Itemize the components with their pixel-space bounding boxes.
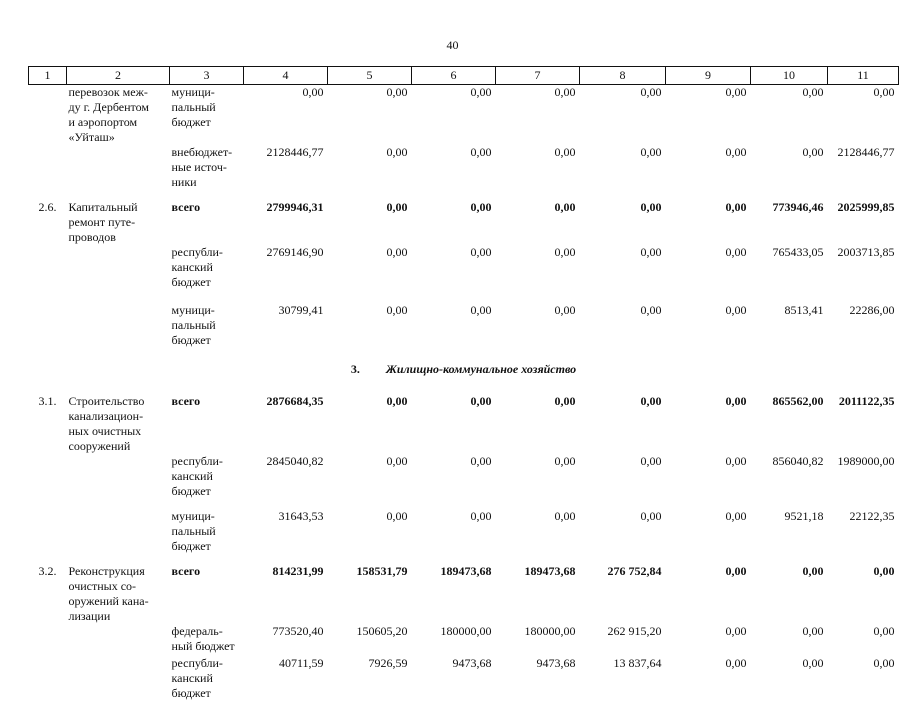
value-cell: 189473,68 [496, 564, 580, 624]
value-cell: 0,00 [412, 509, 496, 564]
table-row [29, 303, 899, 358]
value-cell: 814231,99 [244, 564, 328, 624]
item-name [67, 245, 170, 303]
value-cell: 9473,68 [496, 656, 580, 711]
value-cell: 2799946,31 [244, 200, 328, 245]
value-cell: 0,00 [496, 303, 580, 358]
value-cell: 0,00 [328, 200, 412, 245]
value-cell: 2128446,77 [244, 145, 328, 200]
value-cell: 2769146,90 [244, 245, 328, 303]
value-cell: 2128446,77 [828, 145, 899, 200]
section-number: 3. [351, 362, 360, 377]
value-cell: 0,00 [580, 145, 666, 200]
funding-source: всего [170, 564, 244, 624]
value-cell: 0,00 [828, 564, 899, 624]
value-cell: 0,00 [751, 624, 828, 656]
value-cell: 7926,59 [328, 656, 412, 711]
row-number [29, 454, 67, 509]
value-cell: 0,00 [496, 200, 580, 245]
value-cell: 0,00 [496, 245, 580, 303]
value-cell: 0,00 [580, 394, 666, 454]
value-cell: 0,00 [328, 509, 412, 564]
value-cell: 0,00 [580, 303, 666, 358]
table-row [29, 245, 899, 303]
value-cell: 0,00 [496, 454, 580, 509]
value-cell: 0,00 [751, 145, 828, 200]
value-cell: 13 837,64 [580, 656, 666, 711]
item-name [67, 145, 170, 200]
row-number: 3.1. [29, 394, 67, 454]
funding-source: муници- пальный бюджет [170, 509, 244, 564]
value-cell: 0,00 [666, 145, 751, 200]
value-cell: 0,00 [828, 624, 899, 656]
value-cell: 765433,05 [751, 245, 828, 303]
column-header: 4 [244, 67, 328, 85]
column-number-header-row [29, 67, 899, 85]
funding-source: республи- канский бюджет [170, 245, 244, 303]
value-cell: 2845040,82 [244, 454, 328, 509]
item-name [67, 624, 170, 656]
value-cell: 0,00 [666, 303, 751, 358]
value-cell: 0,00 [580, 85, 666, 146]
row-number: 3.2. [29, 564, 67, 624]
value-cell: 0,00 [412, 245, 496, 303]
funding-source: всего [170, 200, 244, 245]
value-cell: 856040,82 [751, 454, 828, 509]
value-cell: 0,00 [244, 85, 328, 146]
row-number: 2.6. [29, 200, 67, 245]
value-cell: 150605,20 [328, 624, 412, 656]
funding-source: республи- канский бюджет [170, 454, 244, 509]
value-cell: 0,00 [828, 85, 899, 146]
value-cell: 189473,68 [412, 564, 496, 624]
value-cell: 22122,35 [828, 509, 899, 564]
section-header-row [29, 358, 899, 394]
value-cell: 158531,79 [328, 564, 412, 624]
item-name [67, 509, 170, 564]
column-header: 3 [170, 67, 244, 85]
table-row [29, 656, 899, 711]
value-cell: 0,00 [751, 564, 828, 624]
item-name: перевозок меж- ду г. Дербентом и аэропортом «Уйташ» [67, 85, 170, 146]
item-name: Реконструкция очистных со- оружений кана- лизации [67, 564, 170, 624]
table-row [29, 564, 899, 624]
value-cell: 0,00 [412, 85, 496, 146]
value-cell: 8513,41 [751, 303, 828, 358]
item-name [67, 656, 170, 711]
value-cell: 0,00 [496, 394, 580, 454]
funding-source: муници- пальный бюджет [170, 85, 244, 146]
table-row [29, 624, 899, 656]
value-cell: 0,00 [328, 454, 412, 509]
item-name [67, 303, 170, 358]
value-cell: 0,00 [496, 85, 580, 146]
value-cell: 0,00 [751, 85, 828, 146]
value-cell: 0,00 [666, 454, 751, 509]
value-cell: 262 915,20 [580, 624, 666, 656]
column-header: 9 [666, 67, 751, 85]
item-name [67, 454, 170, 509]
table-body [29, 85, 899, 711]
funding-source: республи- канский бюджет [170, 656, 244, 711]
value-cell: 0,00 [666, 509, 751, 564]
value-cell: 773520,40 [244, 624, 328, 656]
item-name: Строительство канализацион- ных очистных сооружений [67, 394, 170, 454]
column-header: 11 [828, 67, 899, 85]
table-row [29, 394, 899, 454]
column-header: 2 [67, 67, 170, 85]
funding-source: внебюджет- ные источ- ники [170, 145, 244, 200]
value-cell: 22286,00 [828, 303, 899, 358]
value-cell: 773946,46 [751, 200, 828, 245]
section-title: Жилищно-коммунальное хозяйство [386, 362, 576, 376]
value-cell: 0,00 [751, 656, 828, 711]
value-cell: 0,00 [666, 245, 751, 303]
value-cell: 0,00 [580, 509, 666, 564]
value-cell: 9473,68 [412, 656, 496, 711]
budget-table [28, 66, 899, 711]
table-row [29, 509, 899, 564]
row-number [29, 624, 67, 656]
row-number [29, 656, 67, 711]
value-cell: 0,00 [666, 624, 751, 656]
value-cell: 0,00 [328, 245, 412, 303]
row-number [29, 145, 67, 200]
value-cell: 0,00 [580, 454, 666, 509]
value-cell: 0,00 [412, 394, 496, 454]
value-cell: 0,00 [412, 145, 496, 200]
column-header: 8 [580, 67, 666, 85]
value-cell: 2011122,35 [828, 394, 899, 454]
value-cell: 276 752,84 [580, 564, 666, 624]
row-number [29, 303, 67, 358]
value-cell: 0,00 [328, 85, 412, 146]
funding-source: муници- пальный бюджет [170, 303, 244, 358]
value-cell: 865562,00 [751, 394, 828, 454]
table-row [29, 454, 899, 509]
value-cell: 0,00 [496, 509, 580, 564]
value-cell: 2025999,85 [828, 200, 899, 245]
column-header: 5 [328, 67, 412, 85]
table-row [29, 85, 899, 146]
value-cell: 0,00 [666, 394, 751, 454]
section-header [29, 358, 899, 394]
table-row [29, 145, 899, 200]
value-cell: 180000,00 [496, 624, 580, 656]
value-cell: 2876684,35 [244, 394, 328, 454]
value-cell: 0,00 [412, 303, 496, 358]
value-cell: 2003713,85 [828, 245, 899, 303]
item-name: Капитальный ремонт путе- проводов [67, 200, 170, 245]
value-cell: 0,00 [328, 145, 412, 200]
value-cell: 0,00 [666, 564, 751, 624]
value-cell: 0,00 [412, 200, 496, 245]
value-cell: 0,00 [412, 454, 496, 509]
value-cell: 40711,59 [244, 656, 328, 711]
funding-source: федераль- ный бюджет [170, 624, 244, 656]
value-cell: 0,00 [666, 85, 751, 146]
value-cell: 0,00 [828, 656, 899, 711]
value-cell: 1989000,00 [828, 454, 899, 509]
value-cell: 0,00 [328, 394, 412, 454]
value-cell: 0,00 [666, 200, 751, 245]
column-header: 6 [412, 67, 496, 85]
column-header: 7 [496, 67, 580, 85]
value-cell: 30799,41 [244, 303, 328, 358]
funding-source: всего [170, 394, 244, 454]
value-cell: 0,00 [580, 200, 666, 245]
value-cell: 9521,18 [751, 509, 828, 564]
value-cell: 0,00 [580, 245, 666, 303]
row-number [29, 85, 67, 146]
page-number: 40 [0, 38, 905, 53]
value-cell: 0,00 [328, 303, 412, 358]
value-cell: 0,00 [496, 145, 580, 200]
value-cell: 180000,00 [412, 624, 496, 656]
row-number [29, 509, 67, 564]
row-number [29, 245, 67, 303]
column-header: 10 [751, 67, 828, 85]
column-header: 1 [29, 67, 67, 85]
value-cell: 0,00 [666, 656, 751, 711]
value-cell: 31643,53 [244, 509, 328, 564]
table-row [29, 200, 899, 245]
